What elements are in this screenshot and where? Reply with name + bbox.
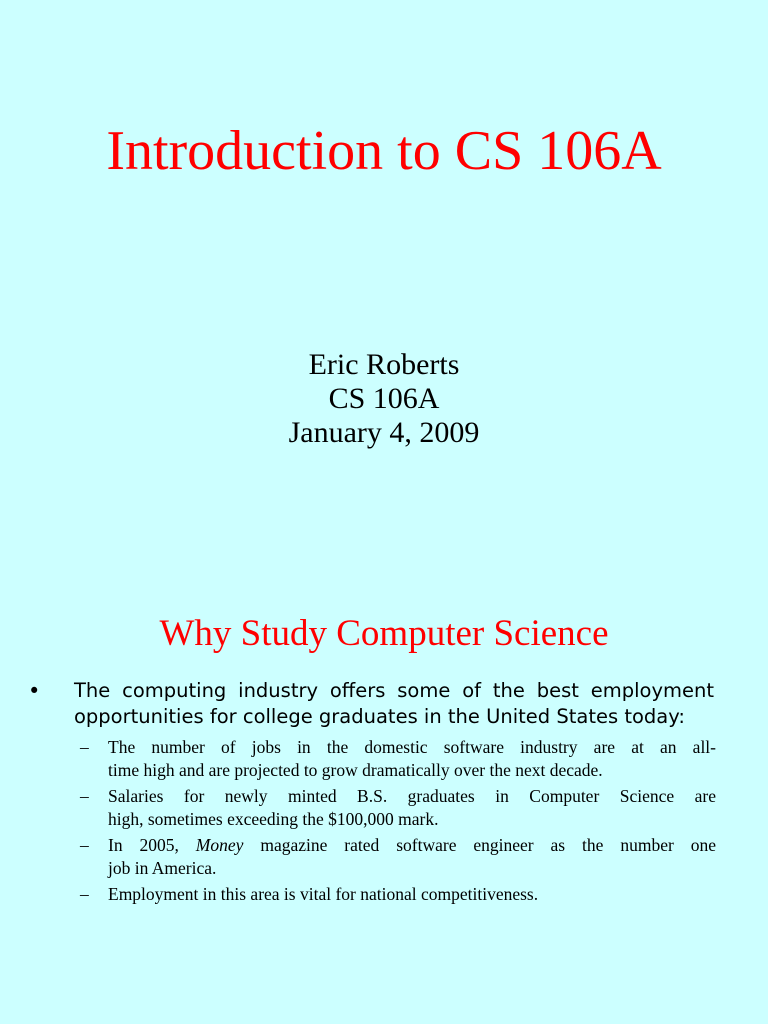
dash-icon: – <box>80 786 89 806</box>
dash-icon: – <box>80 737 89 757</box>
dash-icon: – <box>80 884 89 904</box>
sub-bullet-line: Employment in this area is vital for national competitiveness. <box>108 884 539 904</box>
sub-bullet-item <box>80 785 716 831</box>
magazine-name: Money <box>195 835 244 855</box>
bullet-icon: • <box>28 679 41 703</box>
sub-bullet-line: high, sometimes exceeding the $100,000 mark. <box>108 809 439 829</box>
sub-bullet-text <box>108 736 716 782</box>
sub-bullet-line: Salaries for newly minted B.S. graduates in Computer Science are <box>108 786 716 806</box>
sub-bullet-line: job in America. <box>108 858 217 878</box>
sub-bullet-text <box>108 834 716 880</box>
main-bullet-text <box>74 678 714 730</box>
sub-bullet-line <box>108 834 716 857</box>
sub-bullet-item <box>80 834 716 880</box>
section-title: Why Study Computer Science <box>159 613 609 654</box>
author-block <box>0 348 768 450</box>
sub-bullet-list <box>80 736 716 909</box>
sub-bullet-fragment: magazine rated software engineer as the number one <box>243 835 716 855</box>
sub-bullet-text <box>108 785 716 831</box>
author-name: Eric Roberts <box>308 348 460 381</box>
main-bullet-line: opportunities for college graduates in the United States today: <box>74 705 685 728</box>
main-bullet-line: The computing industry offers some of the best employment <box>74 679 714 702</box>
course-name: CS 106A <box>328 382 440 415</box>
lecture-date: January 4, 2009 <box>288 416 480 449</box>
sub-bullet-item <box>80 736 716 782</box>
sub-bullet-fragment: In 2005, <box>108 835 196 855</box>
dash-icon: – <box>80 835 89 855</box>
slide-title: Introduction to CS 106A <box>106 120 662 182</box>
sub-bullet-text <box>108 883 716 906</box>
sub-bullet-item <box>80 883 716 906</box>
sub-bullet-line: The number of jobs in the domestic software industry are at an all- <box>108 737 716 757</box>
sub-bullet-line: time high and are projected to grow dramatically over the next decade. <box>108 760 603 780</box>
